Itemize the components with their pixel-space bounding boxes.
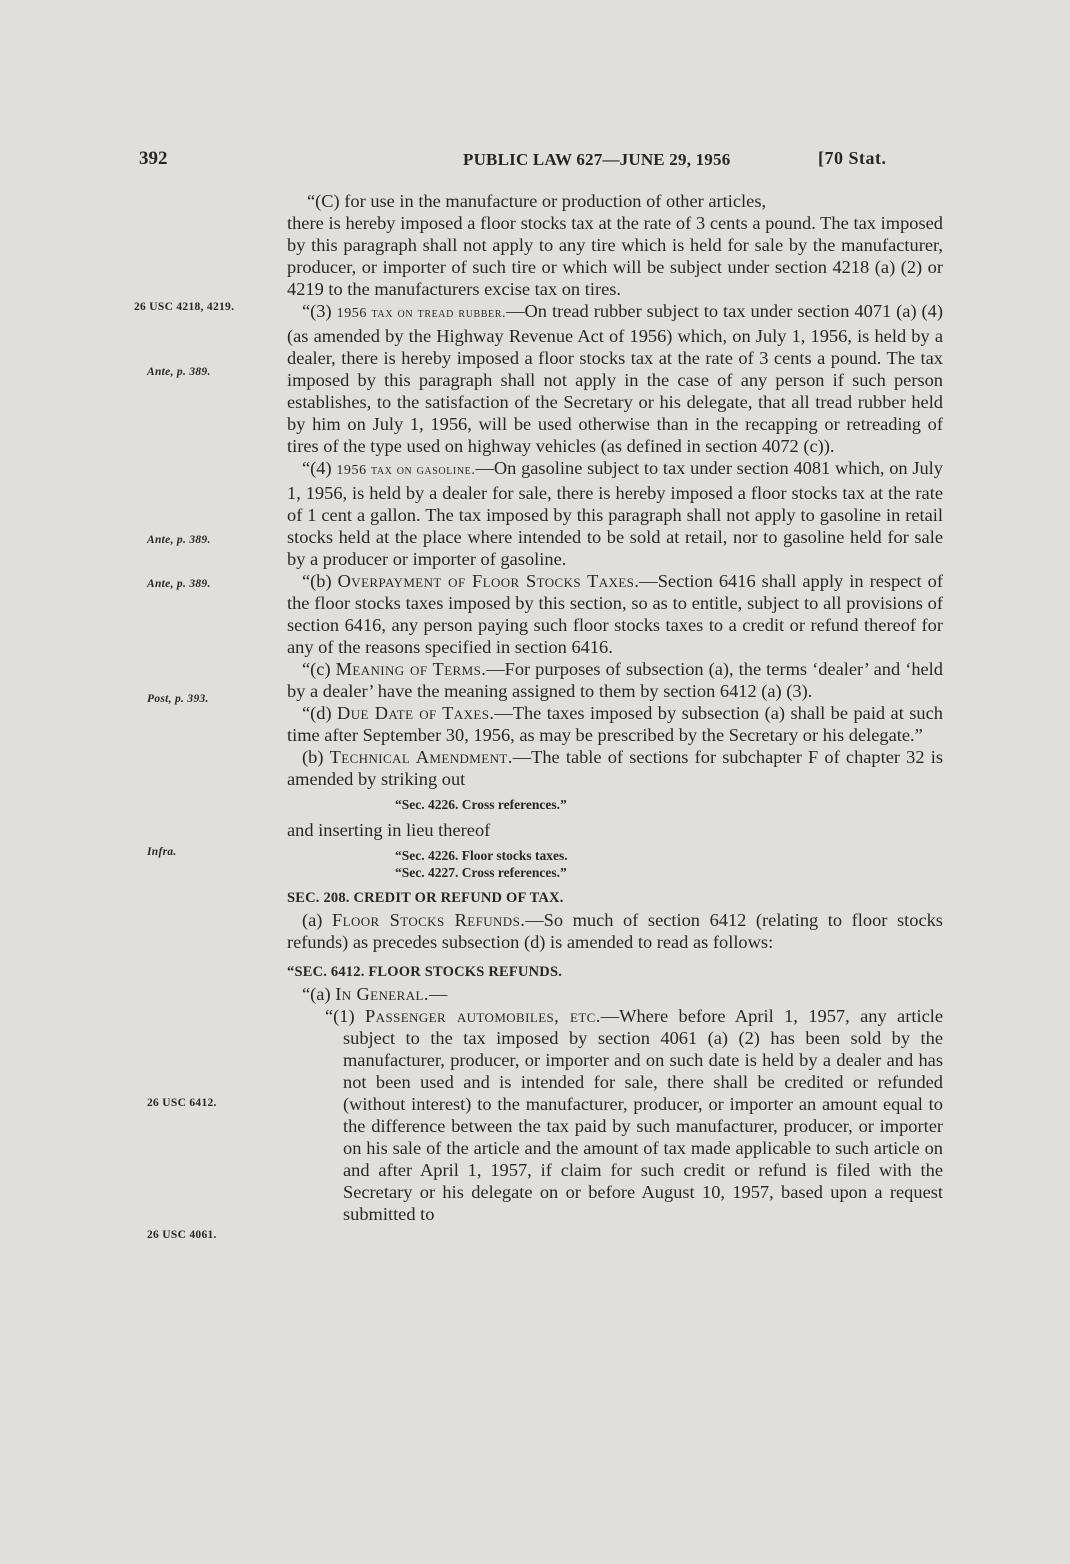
margin-note-26-usc-6412: 26 USC 6412. [147,1097,217,1109]
subsection-a-floor-stocks-refunds [287,909,943,953]
subsection-b-text: —Section 6416 shall apply in respect of the floor stocks taxes imposed by this section, so as to entitle, subject to all provisions of section 6416, any person paying such floor stocks taxes to a credit or refund thereof for any of the reasons specified in section 6416. [287,571,943,657]
section-208-heading: SEC. 208. CREDIT OR REFUND OF TAX. [287,890,564,906]
subsection-a-heading: Floor Stocks Refunds. [332,910,526,930]
margin-note-infra: Infra. [147,846,177,858]
subsection-d-text: —The taxes imposed by subsection (a) shall be paid at such time after September 30, 1956, as may be prescribed by the Secretary or his delegate.” [287,703,943,745]
subsection-d-number: “(d) [302,703,332,723]
paragraph-floor-stocks-tires: there is hereby imposed a floor stocks tax at the rate of 3 cents a pound. The tax imposed by this paragraph shall not apply to any tire which is held for sale by the manufacturer, producer, or importer of such tire or which will be subject under section 4218 (a) (2) or 4219 to the manufacturers excise tax on tires. [287,213,943,299]
paragraph-3-number: “(3) [302,301,332,321]
in-general-number: “(a) [302,984,331,1004]
paragraph-4-heading: 1956 tax on gasoline. [336,463,476,478]
paragraph-3-tread-rubber [287,300,943,457]
subsection-c-heading: Meaning of Terms. [335,659,487,679]
margin-note-ante-389-a: Ante, p. 389. [147,366,211,378]
subsection-a-text: —So much of section 6412 (relating to floor stocks refunds) as precedes subsection (d) is amended to read as follows: [287,910,943,952]
margin-note-26-usc-4218: 26 USC 4218, 4219. [134,301,235,313]
and-inserting-text: and inserting in lieu thereof [287,820,491,840]
technical-amendment-text: —The table of sections for subchapter F of chapter 32 is amended by striking out [287,747,943,789]
paragraph-1-passenger-automobiles [287,1005,943,1225]
subsection-c-number: “(c) [302,659,331,679]
subsection-d-heading: Due Date of Taxes. [337,703,495,723]
paragraph-3-heading: 1956 tax on tread rubber. [336,306,507,321]
subsection-a-number: (a) [302,910,323,930]
running-head: PUBLIC LAW 627—JUNE 29, 1956 [463,150,731,169]
technical-amendment-number: (b) [302,747,324,767]
subsection-b-heading: Overpayment of Floor Stocks Taxes. [337,571,640,591]
in-general-dash: — [428,984,448,1004]
quoted-section-4227-new: “Sec. 4227. Cross references.” [395,865,567,880]
in-general-heading-line [287,983,943,1005]
technical-amendment [287,746,943,790]
paragraph-c-articles: “(C) for use in the manufacture or production of other articles, [307,191,767,211]
quoted-section-4226-new: “Sec. 4226. Floor stocks taxes. [395,848,568,863]
paragraph-3-text: —On tread rubber subject to tax under section 4071 (a) (4) (as amended by the Highway Revenue Act of 1956) which, on July 1, 1956, is held by a dealer, there is hereby imposed a floor stocks tax at the rate of 3 cents a pound. The tax imposed by this paragraph shall not apply in the case of any person if such person establishes, to the satisfaction of the Secretary or his delegate, that all tread rubber held by him on July 1, 1956, will be used otherwise than in the recapping or retreading of tires of the type used on highway vehicles (as defined in section 4072 (c)). [287,301,943,456]
body-text [287,190,943,1225]
statute-reference: [70 Stat. [818,148,887,168]
subsection-b-overpayment [287,570,943,658]
technical-amendment-heading: Technical Amendment. [329,747,513,767]
page-number: 392 [139,148,168,169]
subsection-d-due-date [287,702,943,746]
paragraph-1-number: “(1) [325,1006,355,1026]
quoted-section-4226-old: “Sec. 4226. Cross references.” [395,797,567,812]
paragraph-4-number: “(4) [302,458,332,478]
in-general-heading: In General. [335,984,429,1004]
paragraph-1-text: —Where before April 1, 1957, any article subject to the tax imposed by section 4061 (a) (2) has been sold by the manufacturer, producer, or importer and on such date is held by a dealer and has not been used and is intended for sale, there shall be credited or refunded (without interest) to the manufacturer, producer, or importer an amount equal to the difference between the tax paid by such manufacturer, producer, or importer on his sale of the article and the amount of tax made applicable to such article on and after April 1, 1957, if claim for such credit or refund is filed with the Secretary or his delegate on or before August 10, 1957, based upon a request submitted to [343,1006,944,1224]
margin-note-ante-389-b: Ante, p. 389. [147,534,211,546]
paragraph-4-text: —On gasoline subject to tax under section 4081 which, on July 1, 1956, is held by a dealer for sale, there is hereby imposed a floor stocks tax at the rate of 1 cent a gallon. The tax imposed by this paragraph shall not apply to gasoline in retail stocks held at the place where intended to be sold at retail, nor to gasoline held for sale by a producer or importer of gasoline. [287,458,943,569]
paragraph-4-gasoline [287,457,943,570]
margin-note-26-usc-4061: 26 USC 4061. [147,1229,217,1241]
margin-note-post-393: Post, p. 393. [147,693,209,705]
paragraph-1-heading: Passenger automobiles, etc. [365,1006,601,1026]
subsection-c-meaning [287,658,943,702]
margin-note-ante-389-c: Ante, p. 389. [147,578,211,590]
subsection-c-text: —For purposes of subsection (a), the terms ‘dealer’ and ‘held by a dealer’ have the meaning assigned to them by section 6412 (a) (3). [287,659,943,701]
subsection-b-number: “(b) [302,571,332,591]
section-6412-heading: “SEC. 6412. FLOOR STOCKS REFUNDS. [287,964,563,980]
